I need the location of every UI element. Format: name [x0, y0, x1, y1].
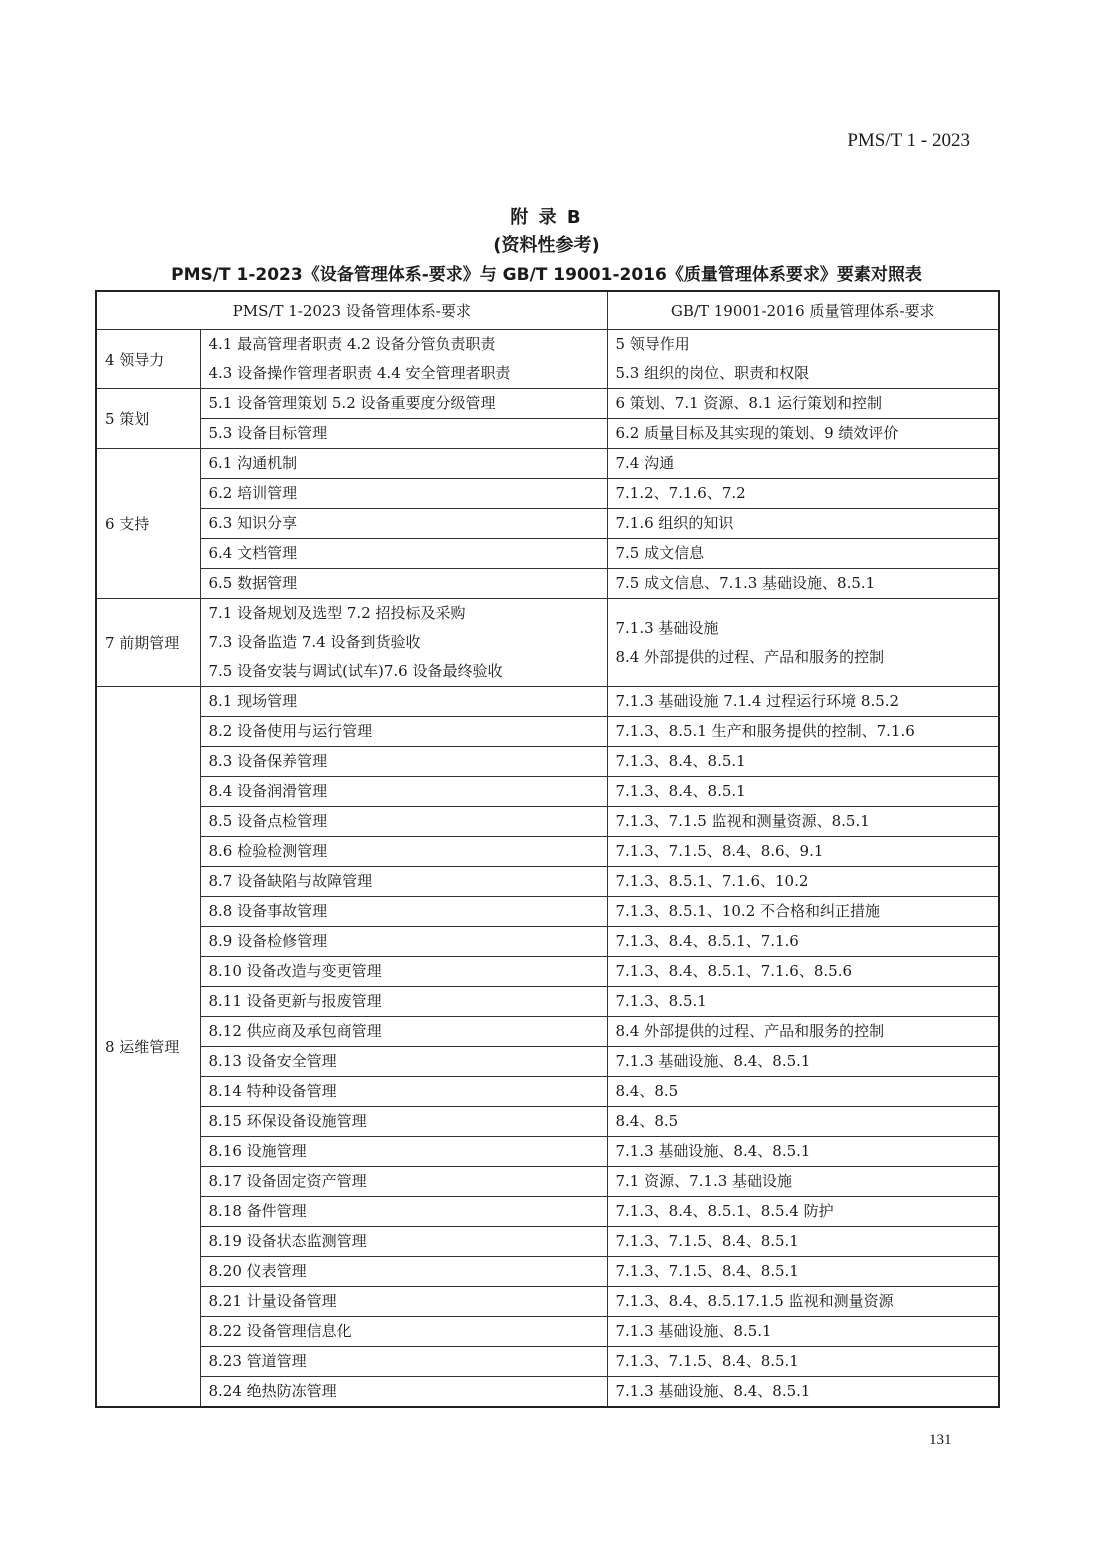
gbt-line: 6.2 质量目标及其实现的策划、9 绩效评价 [615, 424, 899, 442]
gbt-cell [607, 1287, 999, 1317]
group-cell: 4 领导力 [96, 330, 200, 389]
pms-cell [200, 1017, 607, 1047]
pms-cell [200, 897, 607, 927]
gbt-line: 7.4 沟通 [615, 454, 675, 472]
gbt-cell [607, 330, 999, 389]
pms-line: 8.22 设备管理信息化 [208, 1322, 352, 1340]
table-row [96, 987, 999, 1017]
pms-cell [200, 1317, 607, 1347]
pms-cell [200, 479, 607, 509]
pms-cell [200, 1167, 607, 1197]
pms-line: 4.1 最高管理者职责 4.2 设备分管负责职责 [208, 335, 496, 353]
gbt-cell [607, 867, 999, 897]
table-row [96, 1077, 999, 1107]
pms-line: 8.4 设备润滑管理 [208, 782, 328, 800]
gbt-line: 7.1.3、8.5.1 生产和服务提供的控制、7.1.6 [615, 722, 915, 740]
appendix-title: 附 录 B [510, 207, 583, 228]
pms-line: 8.17 设备固定资产管理 [208, 1172, 367, 1190]
gbt-cell [607, 1047, 999, 1077]
pms-line: 8.8 设备事故管理 [208, 902, 328, 920]
gbt-cell [607, 1257, 999, 1287]
gbt-line: 7.1.3 基础设施、8.4、8.5.1 [615, 1382, 811, 1400]
pms-line: 8.7 设备缺陷与故障管理 [208, 872, 373, 890]
gbt-cell [607, 1077, 999, 1107]
pms-cell [200, 1197, 607, 1227]
pms-line: 8.15 环保设备设施管理 [208, 1112, 367, 1130]
pms-cell [200, 509, 607, 539]
gbt-cell [607, 1107, 999, 1137]
table-row [96, 1197, 999, 1227]
pms-cell [200, 569, 607, 599]
header-gbt: GB/T 19001-2016 质量管理体系-要求 [607, 291, 999, 330]
gbt-line: 7.1.3 基础设施 [615, 618, 719, 637]
pms-cell [200, 419, 607, 449]
document-code: PMS/T 1 - 2023 [847, 130, 970, 151]
gbt-cell [607, 807, 999, 837]
gbt-line: 7.1.3、8.4、8.5.1、7.1.6、8.5.6 [615, 962, 853, 980]
pms-cell [200, 1137, 607, 1167]
page-number: 131 [929, 1432, 952, 1448]
table-row [96, 1167, 999, 1197]
pms-cell [200, 1047, 607, 1077]
table-row [96, 927, 999, 957]
gbt-line: 5.3 组织的岗位、职责和权限 [615, 364, 810, 382]
pms-cell [200, 1077, 607, 1107]
gbt-line: 7.1.3、8.4、8.5.1、7.1.6 [615, 932, 799, 950]
pms-line: 8.24 绝热防冻管理 [208, 1382, 337, 1400]
gbt-cell [607, 1017, 999, 1047]
gbt-line: 7.1.3、8.4、8.5.1 [615, 752, 746, 770]
table-row [96, 1017, 999, 1047]
pms-line: 8.11 设备更新与报废管理 [208, 992, 382, 1010]
gbt-line: 8.4、8.5 [615, 1082, 679, 1100]
pms-line: 5.1 设备管理策划 5.2 设备重要度分级管理 [208, 394, 496, 412]
gbt-line: 7.1.3、8.5.1、7.1.6、10.2 [615, 872, 809, 890]
table-row [96, 837, 999, 867]
gbt-line: 7.1.3、7.1.5 监视和测量资源、8.5.1 [615, 812, 870, 830]
title-block [95, 204, 998, 290]
gbt-cell [607, 777, 999, 807]
pms-line: 7.1 设备规划及选型 7.2 招投标及采购 [208, 604, 466, 622]
pms-line: 8.12 供应商及承包商管理 [208, 1022, 382, 1040]
pms-cell [200, 449, 607, 479]
pms-cell [200, 687, 607, 717]
gbt-cell [607, 1167, 999, 1197]
table-row [96, 1227, 999, 1257]
pms-line: 8.14 特种设备管理 [208, 1082, 337, 1100]
gbt-line: 7.1.3 基础设施、8.5.1 [615, 1322, 772, 1340]
table-row [96, 599, 999, 687]
pms-cell [200, 867, 607, 897]
gbt-cell [607, 1227, 999, 1257]
table-row [96, 1317, 999, 1347]
pms-line: 8.3 设备保养管理 [208, 752, 328, 770]
table-row [96, 1287, 999, 1317]
table-row [96, 419, 999, 449]
gbt-line: 7.5 成文信息 [615, 544, 705, 562]
pms-cell [200, 837, 607, 867]
pms-line: 8.23 管道管理 [208, 1352, 307, 1370]
table-row [96, 1257, 999, 1287]
gbt-cell [607, 717, 999, 747]
table-row [96, 747, 999, 777]
gbt-line: 7.1.3、8.4、8.5.17.1.5 监视和测量资源 [615, 1292, 894, 1310]
header-pms: PMS/T 1-2023 设备管理体系-要求 [96, 291, 607, 330]
gbt-line: 7.1.6 组织的知识 [615, 514, 734, 532]
table-row [96, 479, 999, 509]
group-cell: 8 运维管理 [96, 687, 200, 1408]
table-row [96, 687, 999, 717]
group-cell: 6 支持 [96, 449, 200, 599]
gbt-line: 6 策划、7.1 资源、8.1 运行策划和控制 [615, 394, 883, 412]
gbt-cell [607, 897, 999, 927]
table-row [96, 807, 999, 837]
pms-cell [200, 1287, 607, 1317]
table-row [96, 1137, 999, 1167]
gbt-line: 7.1.3、7.1.5、8.4、8.5.1 [615, 1352, 799, 1370]
table-row [96, 717, 999, 747]
pms-cell [200, 957, 607, 987]
pms-line: 8.5 设备点检管理 [208, 812, 328, 830]
group-cell: 5 策划 [96, 389, 200, 449]
pms-line: 7.5 设备安装与调试(试车)7.6 设备最终验收 [208, 662, 503, 680]
gbt-line: 7.1 资源、7.1.3 基础设施 [615, 1172, 793, 1190]
pms-cell [200, 1377, 607, 1408]
pms-cell [200, 717, 607, 747]
pms-line: 6.2 培训管理 [208, 484, 298, 502]
pms-cell [200, 539, 607, 569]
gbt-line: 7.1.3、8.4、8.5.1、8.5.4 防护 [615, 1202, 834, 1220]
pms-line: 5.3 设备目标管理 [208, 424, 328, 442]
table-row [96, 1377, 999, 1408]
table-row [96, 957, 999, 987]
gbt-line: 7.1.3、8.4、8.5.1 [615, 782, 746, 800]
gbt-cell [607, 599, 999, 687]
pms-line: 8.13 设备安全管理 [208, 1052, 337, 1070]
group-cell: 7 前期管理 [96, 599, 200, 687]
pms-cell [200, 807, 607, 837]
table-row [96, 330, 999, 389]
pms-line: 7.3 设备监造 7.4 设备到货验收 [208, 633, 421, 651]
pms-line: 8.9 设备检修管理 [208, 932, 328, 950]
gbt-line: 7.1.2、7.1.6、7.2 [615, 484, 746, 502]
pms-line: 6.1 沟通机制 [208, 454, 298, 472]
pms-cell [200, 389, 607, 419]
gbt-line: 7.1.3、7.1.5、8.4、8.6、9.1 [615, 842, 824, 860]
pms-line: 8.10 设备改造与变更管理 [208, 962, 382, 980]
gbt-cell [607, 837, 999, 867]
table-row [96, 777, 999, 807]
appendix-note: (资料性参考) [493, 235, 600, 256]
pms-cell [200, 747, 607, 777]
gbt-cell [607, 389, 999, 419]
gbt-cell [607, 987, 999, 1017]
pms-line: 8.6 检验检测管理 [208, 842, 328, 860]
pms-cell [200, 777, 607, 807]
pms-line: 8.16 设施管理 [208, 1142, 307, 1160]
gbt-line: 7.1.3、7.1.5、8.4、8.5.1 [615, 1232, 799, 1250]
table-row [96, 1047, 999, 1077]
comparison-table [95, 290, 1000, 1408]
pms-line: 8.18 备件管理 [208, 1202, 307, 1220]
gbt-cell [607, 539, 999, 569]
gbt-line: 7.1.3、7.1.5、8.4、8.5.1 [615, 1262, 799, 1280]
table-row [96, 449, 999, 479]
gbt-cell [607, 927, 999, 957]
gbt-cell [607, 1317, 999, 1347]
gbt-line: 8.4 外部提供的过程、产品和服务的控制 [615, 647, 885, 666]
gbt-cell [607, 1377, 999, 1408]
pms-cell [200, 330, 607, 389]
gbt-cell [607, 479, 999, 509]
pms-cell [200, 987, 607, 1017]
pms-cell [200, 1257, 607, 1287]
gbt-cell [607, 1137, 999, 1167]
pms-line: 8.2 设备使用与运行管理 [208, 722, 373, 740]
gbt-line: 7.1.3 基础设施、8.4、8.5.1 [615, 1142, 811, 1160]
gbt-cell [607, 1347, 999, 1377]
table-title: PMS/T 1-2023《设备管理体系-要求》与 GB/T 19001-2016《质量管理体系要求》要素对照表 [171, 265, 922, 285]
pms-line: 8.1 现场管理 [208, 692, 298, 710]
gbt-cell [607, 687, 999, 717]
pms-cell [200, 927, 607, 957]
pms-cell [200, 599, 607, 687]
gbt-cell [607, 957, 999, 987]
gbt-line: 7.1.3、8.5.1 [615, 992, 707, 1010]
pms-cell [200, 1107, 607, 1137]
pms-line: 6.3 知识分享 [208, 514, 298, 532]
pms-cell [200, 1347, 607, 1377]
table-row [96, 1347, 999, 1377]
gbt-cell [607, 747, 999, 777]
gbt-line: 5 领导作用 [615, 335, 690, 353]
table-row [96, 569, 999, 599]
pms-line: 8.20 仪表管理 [208, 1262, 307, 1280]
gbt-line: 8.4、8.5 [615, 1112, 679, 1130]
pms-line: 6.4 文档管理 [208, 544, 298, 562]
gbt-cell [607, 419, 999, 449]
gbt-line: 7.1.3 基础设施 7.1.4 过程运行环境 8.5.2 [615, 692, 900, 710]
gbt-line: 7.1.3 基础设施、8.4、8.5.1 [615, 1052, 811, 1070]
table-row [96, 389, 999, 419]
pms-line: 8.19 设备状态监测管理 [208, 1232, 367, 1250]
gbt-cell [607, 449, 999, 479]
table-row [96, 1107, 999, 1137]
pms-line: 8.21 计量设备管理 [208, 1292, 337, 1310]
gbt-cell [607, 509, 999, 539]
pms-cell [200, 1227, 607, 1257]
table-row [96, 539, 999, 569]
gbt-cell [607, 1197, 999, 1227]
pms-line: 6.5 数据管理 [208, 574, 298, 592]
table-header-row [96, 291, 999, 330]
gbt-line: 7.1.3、8.5.1、10.2 不合格和纠正措施 [615, 902, 881, 920]
gbt-line: 8.4 外部提供的过程、产品和服务的控制 [615, 1022, 885, 1040]
table-row [96, 897, 999, 927]
table-row [96, 867, 999, 897]
gbt-cell [607, 569, 999, 599]
gbt-line: 7.5 成文信息、7.1.3 基础设施、8.5.1 [615, 574, 876, 592]
table-row [96, 509, 999, 539]
pms-line: 4.3 设备操作管理者职责 4.4 安全管理者职责 [208, 364, 511, 382]
